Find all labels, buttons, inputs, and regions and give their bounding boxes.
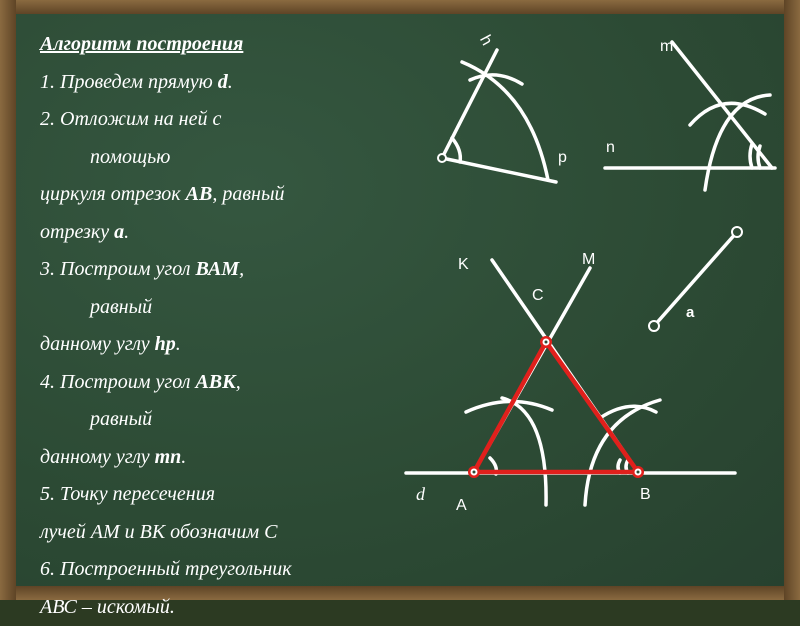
step-4-line-3a: данному углу [40,446,155,468]
point-b-dot [636,470,641,475]
step-3-line-1b: ВАМ [195,258,239,280]
triangle-sides [474,342,638,472]
label-p: p [558,149,567,166]
step-1-end: . [228,71,233,93]
segment-a [654,232,737,326]
step-4-line-1a: 4. Построим угол [40,371,195,393]
label-a-vertex: A [456,497,467,514]
step-3-line-1a: 3. Построим угол [40,258,195,280]
step-2-line-3b: АВ [186,183,213,205]
step-4-line-1b: АВК [195,371,235,393]
step-1-bold: d [218,71,228,93]
angle-mark-hp [452,138,460,162]
step-4-line-3c: . [181,446,186,468]
step-2-line-4b: а [114,221,124,243]
step-5-line-2: лучей АМ и ВК обозначим С [40,514,420,552]
step-4-line-3b: mn [155,446,182,468]
step-2-line-3c: , равный [212,183,284,205]
step-6-line-1: 6. Построенный треугольник [40,551,420,589]
triangle-abc [468,336,644,478]
segment-a-end [732,227,742,237]
step-2-line-3a: циркуля отрезок [40,183,186,205]
point-c-dot [544,340,549,345]
step-2-line-4a: отрезку [40,221,114,243]
step-6-line-2: АВС – искомый. [40,589,420,626]
step-5-line-1: 5. Точку пересечения [40,476,420,514]
label-a: a [686,304,695,321]
arc-mn-large [705,95,770,190]
angle-mark-mn-1 [750,144,752,168]
angle-hp [442,50,556,182]
label-c: C [532,287,544,304]
step-3-line-3c: . [176,333,181,355]
step-1-text: 1. Проведем прямую [40,71,218,93]
step-3-line-3a: данному углу [40,333,155,355]
angle-mark-mn-2 [758,146,760,168]
step-3-line-3b: hp [155,333,176,355]
label-d: d [416,484,426,504]
step-2-line-1: 2. Отложим на ней с [40,101,420,139]
step-2-line-2: помощью [40,139,420,177]
vertex-hp [438,154,446,162]
segment-a-start [649,321,659,331]
segment-a-line [654,232,737,326]
step-2-line-4c: . [124,221,129,243]
step-3-line-2: равный [40,289,420,327]
step-3-line-1c: , [239,258,244,280]
step-4-line-1c: , [236,371,241,393]
label-b-vertex: B [640,486,651,503]
label-m: m [660,38,673,55]
label-m-ray: M [582,251,595,268]
point-a-dot [472,470,477,475]
algorithm-title: Алгоритм построения [40,26,420,64]
step-4-line-2: равный [40,401,420,439]
label-h: h [476,32,495,48]
angle-mn [605,42,775,190]
label-k: K [458,256,469,273]
label-n: n [606,139,615,156]
